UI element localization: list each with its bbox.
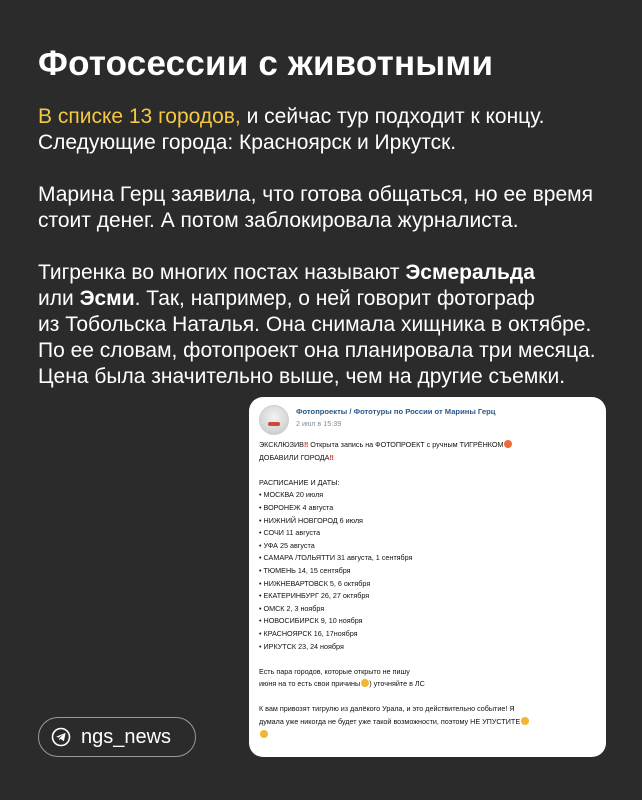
schedule-date: 4 августа [300, 502, 334, 512]
schedule-item [259, 527, 601, 540]
thumbs-up-emoji-icon [521, 717, 529, 725]
next-cities-text: Следующие города: Красноярск и Иркутск. [38, 131, 457, 154]
smile-emoji-icon [260, 730, 268, 738]
schedule-header: РАСПИСАНИЕ И ДАТЫ: [259, 477, 340, 487]
schedule-date: 6 июля [337, 515, 363, 525]
schedule-city: • САМАРА /ТОЛЬЯТТИ [259, 553, 336, 563]
paragraph-gerts [38, 182, 618, 234]
tiger-line-5: Цена была значительно выше, чем на другие съемки. [38, 365, 566, 388]
schedule-date: 9, 10 ноября [318, 616, 363, 626]
tiger-line-2c: . Так, например, о ней говорит фотограф [134, 287, 535, 310]
page-title: Фотосессии с животными [38, 44, 494, 83]
schedule-city: • НИЖНИЙ НОВГОРОД [259, 515, 338, 525]
intro-text: Открыта запись на ФОТОПРОЕКТ с ручным ТИГРЁНКОМ [308, 440, 504, 449]
added-cities-text: ДОБАВИЛИ ГОРОДА [259, 452, 330, 462]
schedule-date: 20 июля [293, 490, 324, 500]
final-line-1: К вам привозят тигрулю из далёкого Урала, и это действительно событие! Я [259, 704, 515, 714]
tiger-name-esmi: Эсми [79, 287, 135, 310]
final-line-2 [259, 716, 601, 729]
schedule-date: 2, 3 ноября [284, 603, 325, 613]
paragraph-cities [38, 104, 618, 156]
schedule-item [259, 578, 601, 591]
note-line-1: Есть пара городов, которые открыто не пишу [259, 666, 410, 676]
orange-heart-icon [504, 440, 512, 448]
schedule-city: • ТЮМЕНЬ [259, 565, 296, 575]
schedule-date: 31 августа, 1 сентября [335, 553, 413, 563]
group-name-link[interactable]: Фотопроекты / Фототуры по России от Марины Герц [296, 407, 496, 416]
post-body [259, 439, 601, 741]
schedule-city: • УФА [259, 540, 278, 550]
final-emoji-line [259, 729, 601, 742]
schedule-item [259, 628, 601, 641]
tiger-line-2a: или [38, 287, 80, 310]
telegram-icon [51, 727, 71, 747]
cities-highlight: В списке 13 городов, [38, 105, 241, 128]
schedule-item [259, 590, 601, 603]
note-line-2-text: июня на то есть свои причины [259, 679, 361, 689]
article-text [38, 104, 618, 416]
schedule-city: • ОМСК [259, 603, 285, 613]
note-line-2-end: ) уточняйте в ЛС [369, 679, 425, 689]
note-line-2 [259, 678, 601, 691]
final-line-2-text: думала уже никогда не будет уже такой возможности, поэтому НЕ УПУСТИТЕ [259, 717, 521, 727]
schedule-item [259, 552, 601, 565]
schedule-item [259, 502, 601, 515]
schedule-item [259, 615, 601, 628]
schedule-city: • ИРКУТСК [259, 641, 297, 651]
tiger-line-1a: Тигренка во многих постах называют [38, 261, 406, 284]
channel-name: ngs_news [81, 726, 172, 748]
wink-emoji-icon [361, 679, 369, 687]
schedule-city: • ВОРОНЕЖ [259, 502, 301, 512]
schedule-date: 23, 24 ноября [296, 641, 344, 651]
added-cities-line [259, 452, 601, 465]
schedule-item [259, 603, 601, 616]
exclusive-label: ЭКСКЛЮЗИВ [259, 440, 304, 449]
vk-post-screenshot [249, 397, 606, 757]
schedule-city: • МОСКВА [259, 490, 294, 500]
schedule-city: • НОВОСИБИРСК [259, 616, 319, 626]
post-intro-line [259, 439, 601, 452]
schedule-date: 5, 6 октября [327, 578, 371, 588]
double-exclamation-icon: ‼ [303, 440, 309, 449]
double-exclamation-icon: ‼ [329, 452, 334, 462]
schedule-city: • КРАСНОЯРСК [259, 628, 312, 638]
gerts-line-1: Марина Герц заявила, что готова общаться, но ее время [38, 183, 593, 206]
tiger-line-4: По ее словам, фотопроект она планировала три месяца. [38, 339, 596, 362]
schedule-item [259, 489, 601, 502]
schedule-date: 25 августа [277, 540, 315, 550]
schedule-item [259, 565, 601, 578]
schedule-item [259, 515, 601, 528]
group-avatar[interactable] [259, 405, 289, 435]
post-date[interactable]: 2 июл в 15:39 [296, 419, 342, 428]
schedule-list [259, 489, 601, 653]
tiger-line-3: из Тобольска Наталья. Она снимала хищника в октябре. [38, 313, 592, 336]
schedule-item [259, 641, 601, 654]
schedule-city: • СОЧИ [259, 528, 284, 538]
schedule-item [259, 540, 601, 553]
schedule-date: 14, 15 сентября [295, 565, 351, 575]
ngs-news-channel-badge[interactable] [38, 717, 196, 757]
paragraph-tiger-name [38, 260, 618, 390]
tour-ending-text: и сейчас тур подходит к концу. [240, 105, 545, 128]
tiger-name-esmeralda: Эсмеральда [405, 261, 535, 284]
schedule-date: 26, 27 октября [318, 591, 370, 601]
gerts-line-2: стоит денег. А потом заблокировала журналиста. [38, 209, 519, 232]
schedule-city: • НИЖНЕВАРТОВСК [259, 578, 328, 588]
schedule-date: 11 августа [283, 528, 321, 538]
schedule-city: • ЕКАТЕРИНБУРГ [259, 591, 319, 601]
schedule-date: 16, 17ноября [311, 628, 358, 638]
